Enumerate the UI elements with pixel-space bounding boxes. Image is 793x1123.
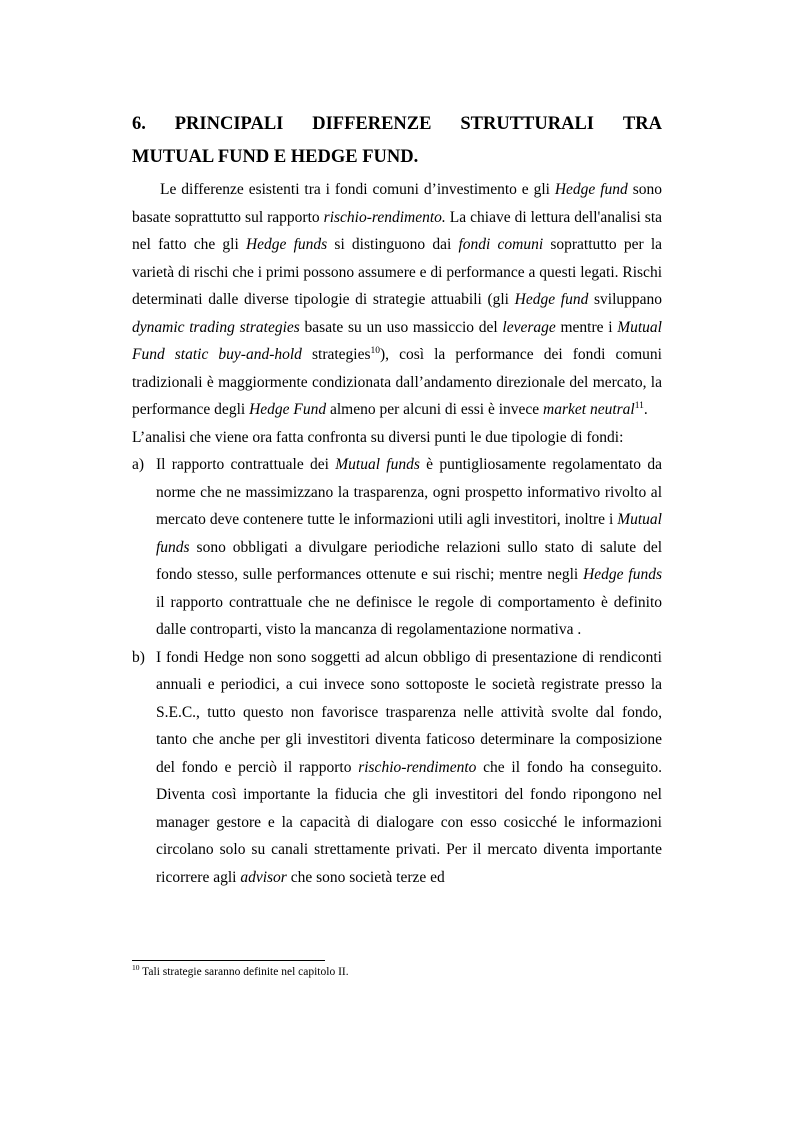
footnote bbox=[132, 964, 349, 980]
document-page bbox=[132, 108, 662, 891]
intro-paragraph: Le differenze esistenti tra i fondi comuni d’investimento e gli Hedge fund sono basate soprattutto sul rapporto rischio-rendimento. La chiave di lettura dell'analisi sta nel fatto che gli Hedge funds si distinguono dai fondi comuni soprattutto per la varietà di rischi che i primi possono assumere e di performance a questi legati. Rischi determinati dalle diverse tipologie di strategie attuabili (gli Hedge fund sviluppano dynamic trading strategies basate su un uso massiccio del leverage mentre i Mutual Fund static buy-and-hold strategies$^{10}$), così la performance dei fondi comuni tradizionali è maggiormente condizionata dall’andamento direzionale del mercato, la performance degli Hedge Fund almeno per alcuni di essi è invece market neutral$^{11}$. bbox=[132, 181, 663, 418]
list-item-b: b) I fondi Hedge non sono soggetti ad alcun obbligo di presentazione di rendiconti annuali e periodici, a cui invece sono sottoposte le società registrate presso la S.E.C., tutto questo non favorisce trasparenza nelle attività svolte dal fondo, tanto che anche per gli investitori diventa faticoso determinare la composizione del fondo e perciò il rapporto rischio-rendimento che il fondo ha conseguito. Diventa così importante la fiducia che gli investitori del fondo ripongono nel manager gestore e la capacità di dialogare con esso cosicché le informazioni circolano solo su canali strettamente privati. Per il mercato diventa importante ricorrere agli advisor che sono società terze ed bbox=[132, 644, 662, 892]
heading-word: STRUTTURALI bbox=[460, 114, 595, 134]
footnote-ref[interactable]: 11 bbox=[634, 400, 644, 411]
heading-word: DIFFERENZE bbox=[312, 114, 432, 134]
analysis-intro-line: L’analisi che viene ora fatta confronta su diversi punti le due tipologie di fondi: bbox=[132, 428, 624, 446]
heading-line-1 bbox=[132, 108, 662, 141]
heading-number: 6. bbox=[132, 114, 146, 134]
footnote-number: 10 bbox=[132, 963, 140, 973]
footnote-text: Tali strategie saranno definite nel capitolo II. bbox=[139, 966, 349, 978]
heading-word: TRA bbox=[622, 114, 662, 134]
footnote-separator bbox=[132, 960, 325, 961]
heading-word: PRINCIPALI bbox=[174, 114, 284, 134]
comparison-list bbox=[132, 451, 662, 891]
footnote-ref[interactable]: 10 bbox=[370, 345, 381, 356]
list-marker: a) bbox=[132, 456, 145, 473]
heading-line-2: MUTUAL FUND E HEDGE FUND. bbox=[132, 147, 419, 167]
section-heading bbox=[132, 108, 662, 174]
list-marker: b) bbox=[132, 648, 145, 666]
list-item-a: a) Il rapporto contrattuale dei Mutual funds è puntigliosamente regolamentato da norme che ne massimizzano la trasparenza, ogni prospetto informativo rivolto al mercato deve contenere tutte le informazioni utili agli investitori, inoltre i Mutual funds sono obbligati a divulgare periodiche relazioni sullo stato di salute del fondo stesso, sulle performances ottenute e sui rischi; mentre negli Hedge funds il rapporto contrattuale che ne definisce le regole di comportamento è definito dalle controparti, visto la mancanza di regolamentazione normativa . bbox=[132, 451, 662, 644]
